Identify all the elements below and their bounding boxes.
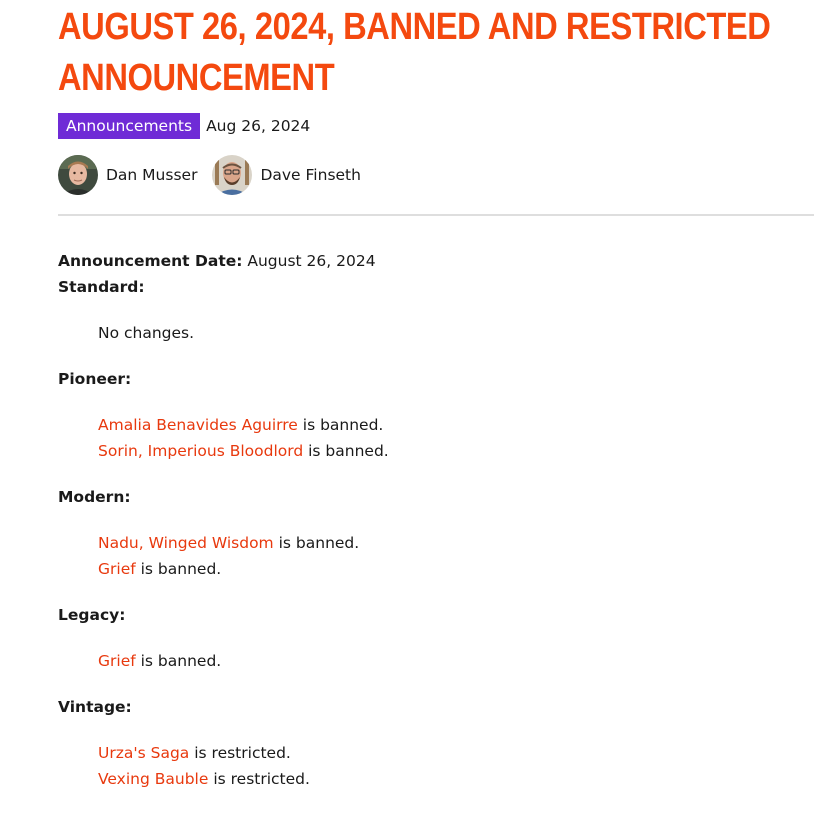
divider — [58, 214, 814, 216]
pioneer-list — [98, 412, 814, 464]
card-link[interactable]: Amalia Benavides Aguirre — [98, 416, 298, 434]
card-status: is restricted. — [194, 744, 291, 762]
announcement-date-label: Announcement Date: — [58, 252, 243, 270]
list-item — [98, 648, 814, 674]
card-link[interactable]: Grief — [98, 652, 136, 670]
author-name: Dan Musser — [106, 166, 198, 184]
list-item — [98, 740, 814, 766]
card-status: is restricted. — [213, 770, 310, 788]
standard-heading: Standard: — [58, 278, 145, 296]
article-meta — [58, 113, 310, 139]
card-status: is banned. — [140, 560, 222, 578]
card-status: is banned. — [302, 416, 384, 434]
list-item — [98, 556, 814, 582]
card-link[interactable]: Sorin, Imperious Bloodlord — [98, 442, 304, 460]
list-item — [98, 766, 814, 792]
vintage-heading: Vintage: — [58, 698, 132, 716]
modern-heading: Modern: — [58, 488, 131, 506]
card-link[interactable]: Grief — [98, 560, 136, 578]
pioneer-heading: Pioneer: — [58, 370, 132, 388]
author-dan-musser[interactable] — [58, 155, 197, 195]
list-item — [98, 438, 814, 464]
announcement-date-value: August 26, 2024 — [247, 252, 376, 270]
card-status: is banned. — [278, 534, 360, 552]
article-body — [58, 248, 814, 812]
avatar — [212, 155, 252, 195]
card-link[interactable]: Urza's Saga — [98, 744, 190, 762]
authors — [58, 155, 376, 195]
legacy-list — [98, 648, 814, 674]
list-item: No changes. — [98, 324, 195, 342]
card-status: is banned. — [308, 442, 389, 460]
list-item — [98, 530, 814, 556]
card-status: is banned. — [140, 652, 222, 670]
category-badge[interactable]: Announcements — [58, 113, 200, 139]
author-name: Dave Finseth — [260, 166, 361, 184]
legacy-heading: Legacy: — [58, 606, 126, 624]
avatar — [58, 155, 98, 195]
card-link[interactable]: Nadu, Winged Wisdom — [98, 534, 274, 552]
post-date: Aug 26, 2024 — [206, 117, 311, 135]
vintage-list — [98, 740, 814, 792]
modern-list — [98, 530, 814, 582]
article — [58, 0, 814, 788]
standard-list — [98, 320, 814, 346]
article-title: AUGUST 26, 2024, BANNED AND RESTRICTED ANNOUNCEMENT — [58, 6, 771, 99]
author-dave-finseth[interactable] — [212, 155, 361, 195]
list-item — [98, 412, 814, 438]
announcement-date — [58, 248, 814, 274]
card-link[interactable]: Vexing Bauble — [98, 770, 209, 788]
